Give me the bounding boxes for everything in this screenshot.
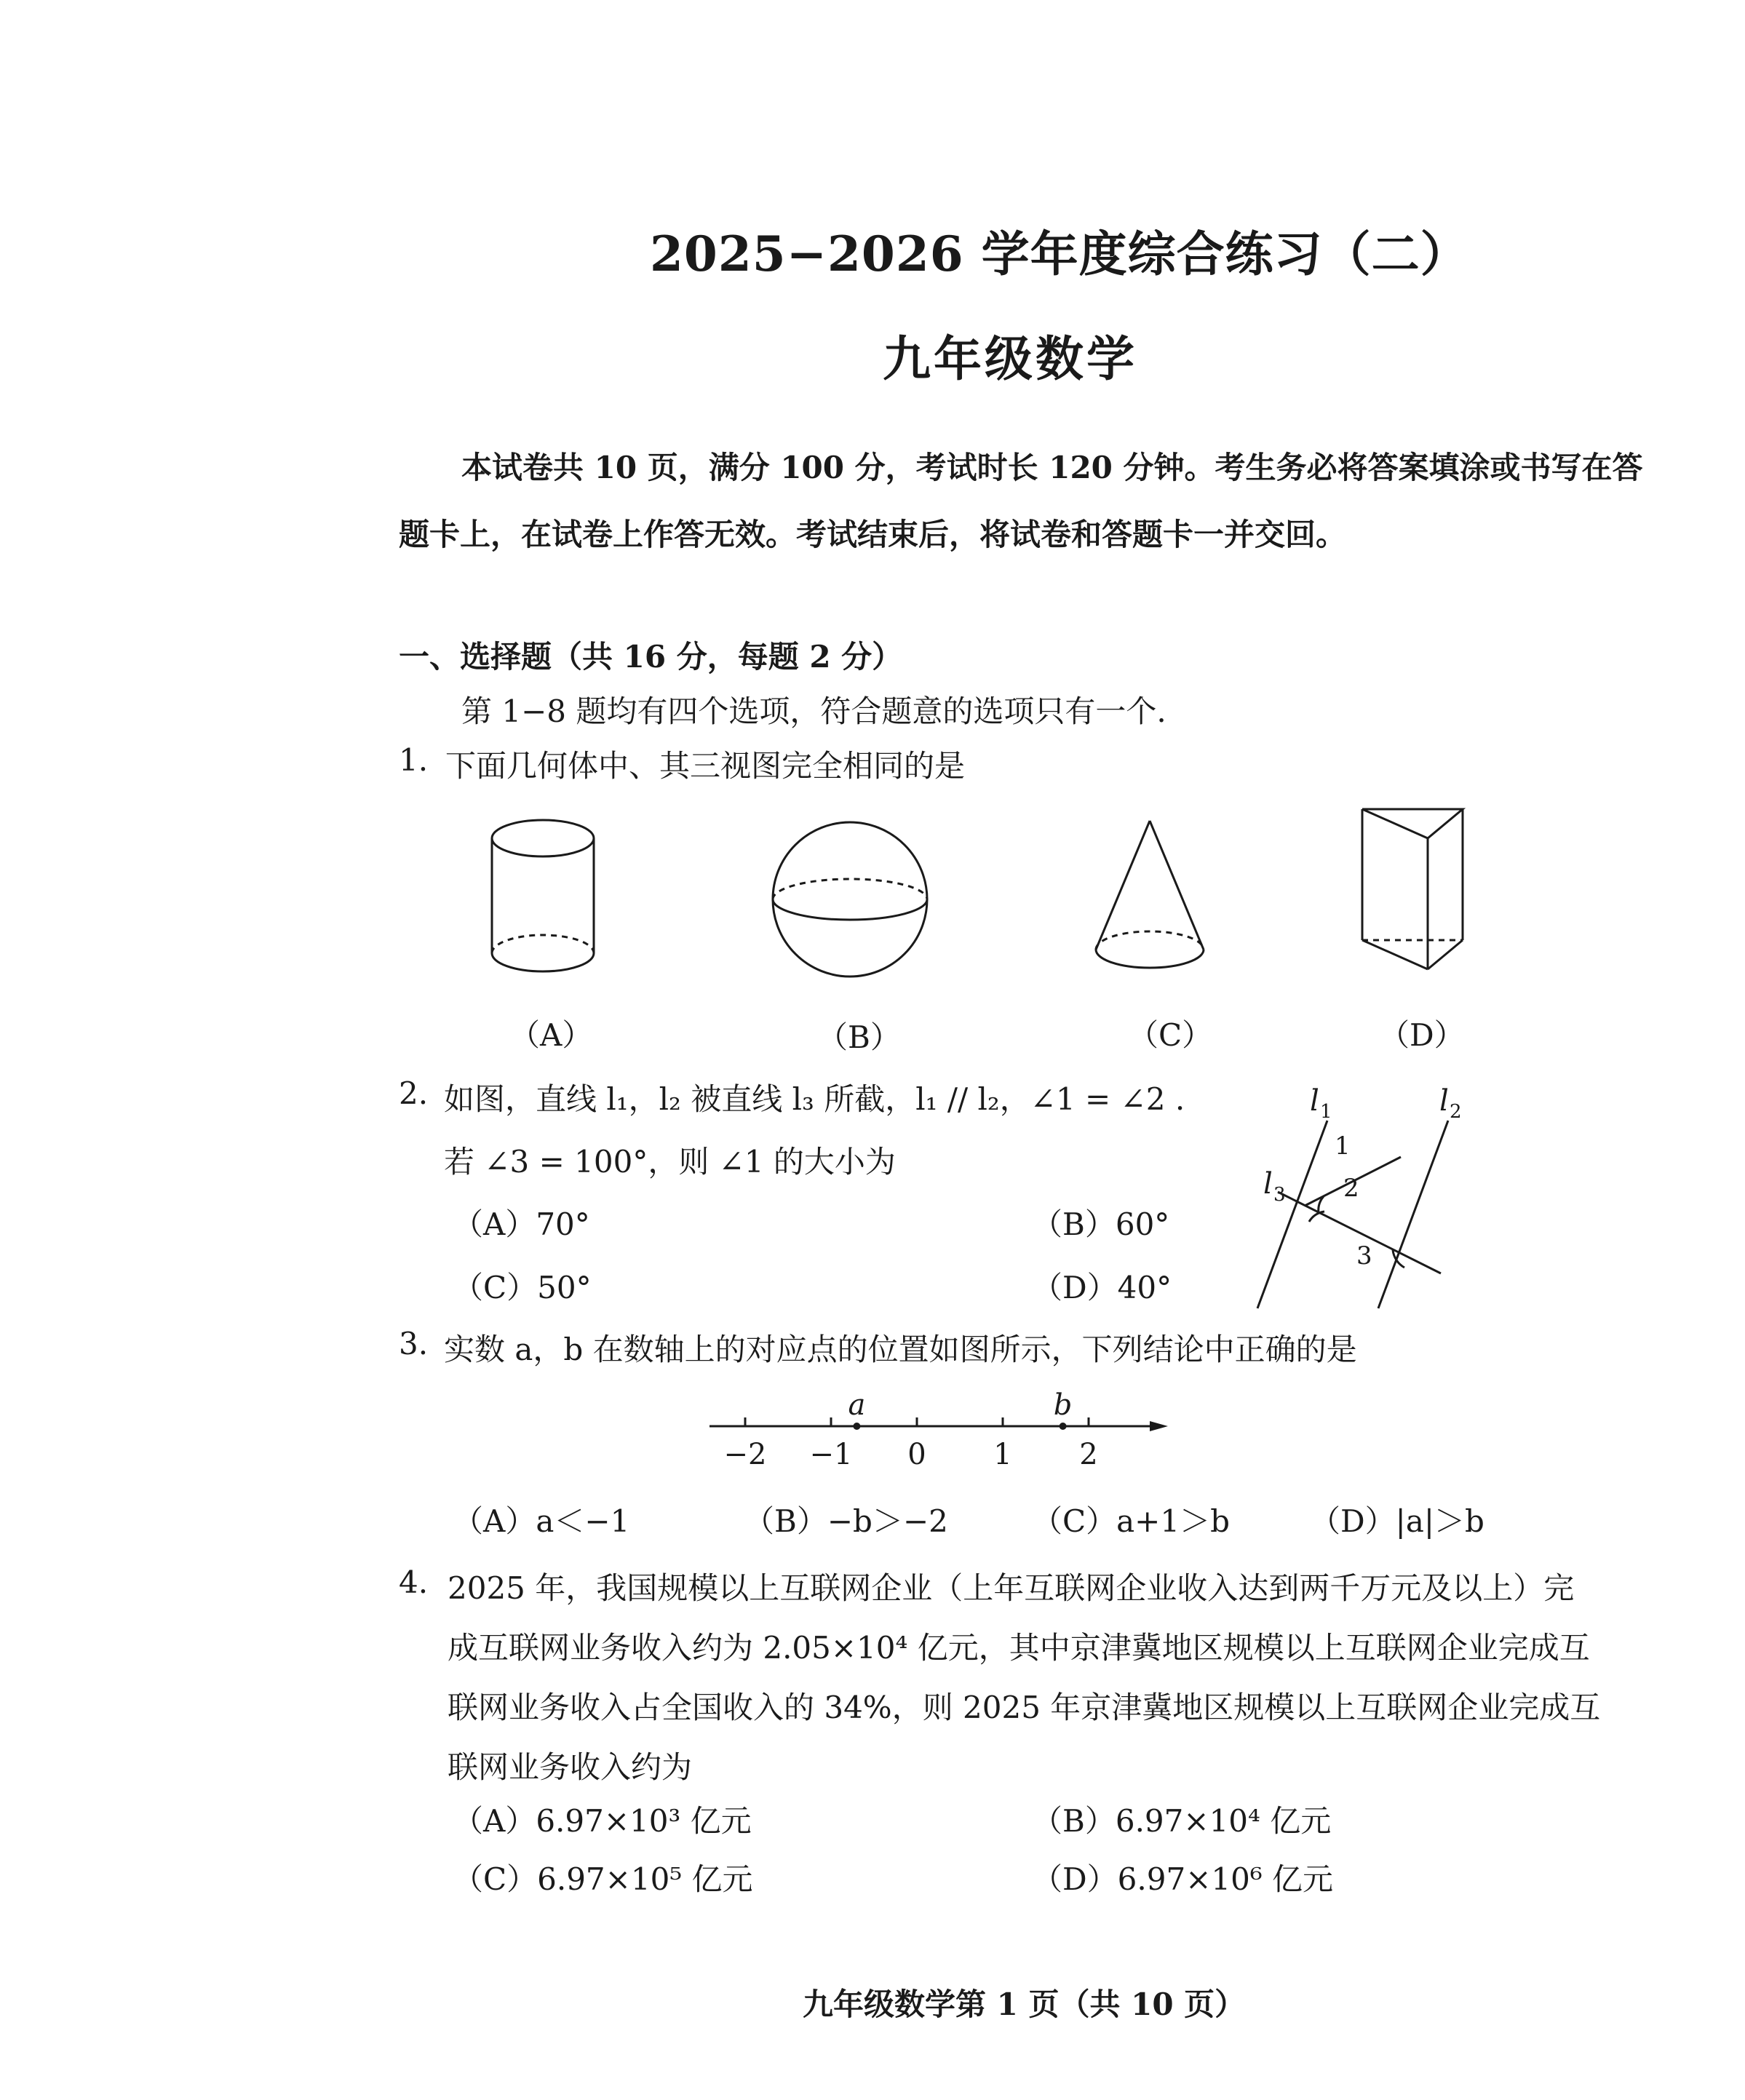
page-footer: 九年级数学第 1 页（共 10 页） [803,1986,1246,2022]
q2-stem-line-2: 若 ∠3 = 100°，则 ∠1 的大小为 [444,1144,896,1180]
cone-shape [1096,821,1204,968]
q2-stem-line-1: 如图，直线 l₁，l₂ 被直线 l₃ 所截，l₁ // l₂，∠1 = ∠2 . [444,1081,1185,1117]
q2-option-d: （D）40° [1032,1270,1172,1305]
q3-option-c: （C）a+1＞b [1032,1503,1230,1539]
q1-label-d: （D） [1379,1017,1465,1053]
tick-label: 1 [993,1438,1012,1471]
exam-subtitle: 九年级数学 [883,330,1137,387]
q4-option-d: （D）6.97×10⁶ 亿元 [1032,1861,1334,1897]
q4-option-c: （C）6.97×10⁵ 亿元 [453,1861,753,1897]
q4-line-2: 成互联网业务收入约为 2.05×10⁴ 亿元，其中京津冀地区规模以上互联网企业完成互 [448,1630,1590,1666]
q1-label-b: （B） [817,1019,901,1055]
label-l1: l [1310,1084,1319,1118]
q3-stem: 实数 a，b 在数轴上的对应点的位置如图所示，下列结论中正确的是 [444,1332,1357,1367]
label-l3-sub: 3 [1273,1184,1286,1206]
label-l2-sub: 2 [1450,1101,1462,1123]
q2-option-b: （B）60° [1032,1206,1170,1242]
angle-label-1: 1 [1335,1131,1351,1161]
point-b-label: b [1053,1388,1073,1422]
section-heading: 一、选择题（共 16 分，每题 2 分） [399,639,903,675]
q2-number: 2. [399,1075,429,1111]
label-l1-sub: 1 [1320,1101,1332,1123]
axis-arrow [1150,1421,1168,1431]
q1-stem: 下面几何体中、其三视图完全相同的是 [445,748,966,784]
label-l2: l [1439,1084,1449,1118]
label-l3: l [1263,1167,1273,1201]
tick-label: −2 [723,1438,767,1471]
q2-option-a: （A）70° [453,1206,590,1242]
q4-number: 4. [399,1564,429,1600]
q1-label-c: （C） [1128,1017,1213,1053]
q2-lines-figure [1237,1077,1484,1317]
q2-option-c: （C）50° [453,1270,592,1305]
q3-option-b: （B）−b＞−2 [744,1503,948,1539]
prism-shape [1362,809,1463,969]
point-b [1060,1423,1067,1430]
q4-line-4: 联网业务收入约为 [448,1749,693,1785]
q1-solids-figure [437,800,1492,1004]
sphere-shape [773,822,927,977]
q3-option-d: （D）|a|＞b [1310,1503,1484,1539]
q4-option-b: （B）6.97×10⁴ 亿元 [1032,1803,1332,1839]
line-l2 [1378,1121,1448,1308]
exam-title: 2025−2026 学年度综合练习（二） [650,226,1469,282]
angle-label-3: 3 [1356,1241,1372,1270]
q4-option-a: （A）6.97×10³ 亿元 [453,1803,752,1839]
instructions-line-1: 本试卷共 10 页，满分 100 分，考试时长 120 分钟。考生务必将答案填涂或书写在答 [461,450,1643,485]
point-a-label: a [848,1388,866,1422]
instructions-line-2: 题卡上，在试卷上作答无效。考试结束后，将试卷和答题卡一并交回。 [399,517,1347,552]
q1-label-a: （A） [509,1017,593,1053]
tick-label: 2 [1079,1438,1098,1471]
q3-option-a: （A）a＜−1 [453,1503,630,1539]
point-a [853,1423,860,1430]
q3-number-line [699,1383,1179,1477]
q3-number: 3. [399,1326,429,1361]
tick-label: −1 [809,1438,853,1471]
angle-label-2: 2 [1343,1174,1359,1203]
q4-line-1: 2025 年，我国规模以上互联网企业（上年互联网企业收入达到两千万元及以上）完 [448,1570,1575,1606]
cylinder-shape [492,820,594,971]
section-note: 第 1−8 题均有四个选项，符合题意的选项只有一个. [461,693,1166,729]
tick-label: 0 [907,1438,926,1471]
q4-line-3: 联网业务收入占全国收入的 34%，则 2025 年京津冀地区规模以上互联网企业完成互 [448,1690,1601,1725]
q1-number: 1. [399,742,429,778]
